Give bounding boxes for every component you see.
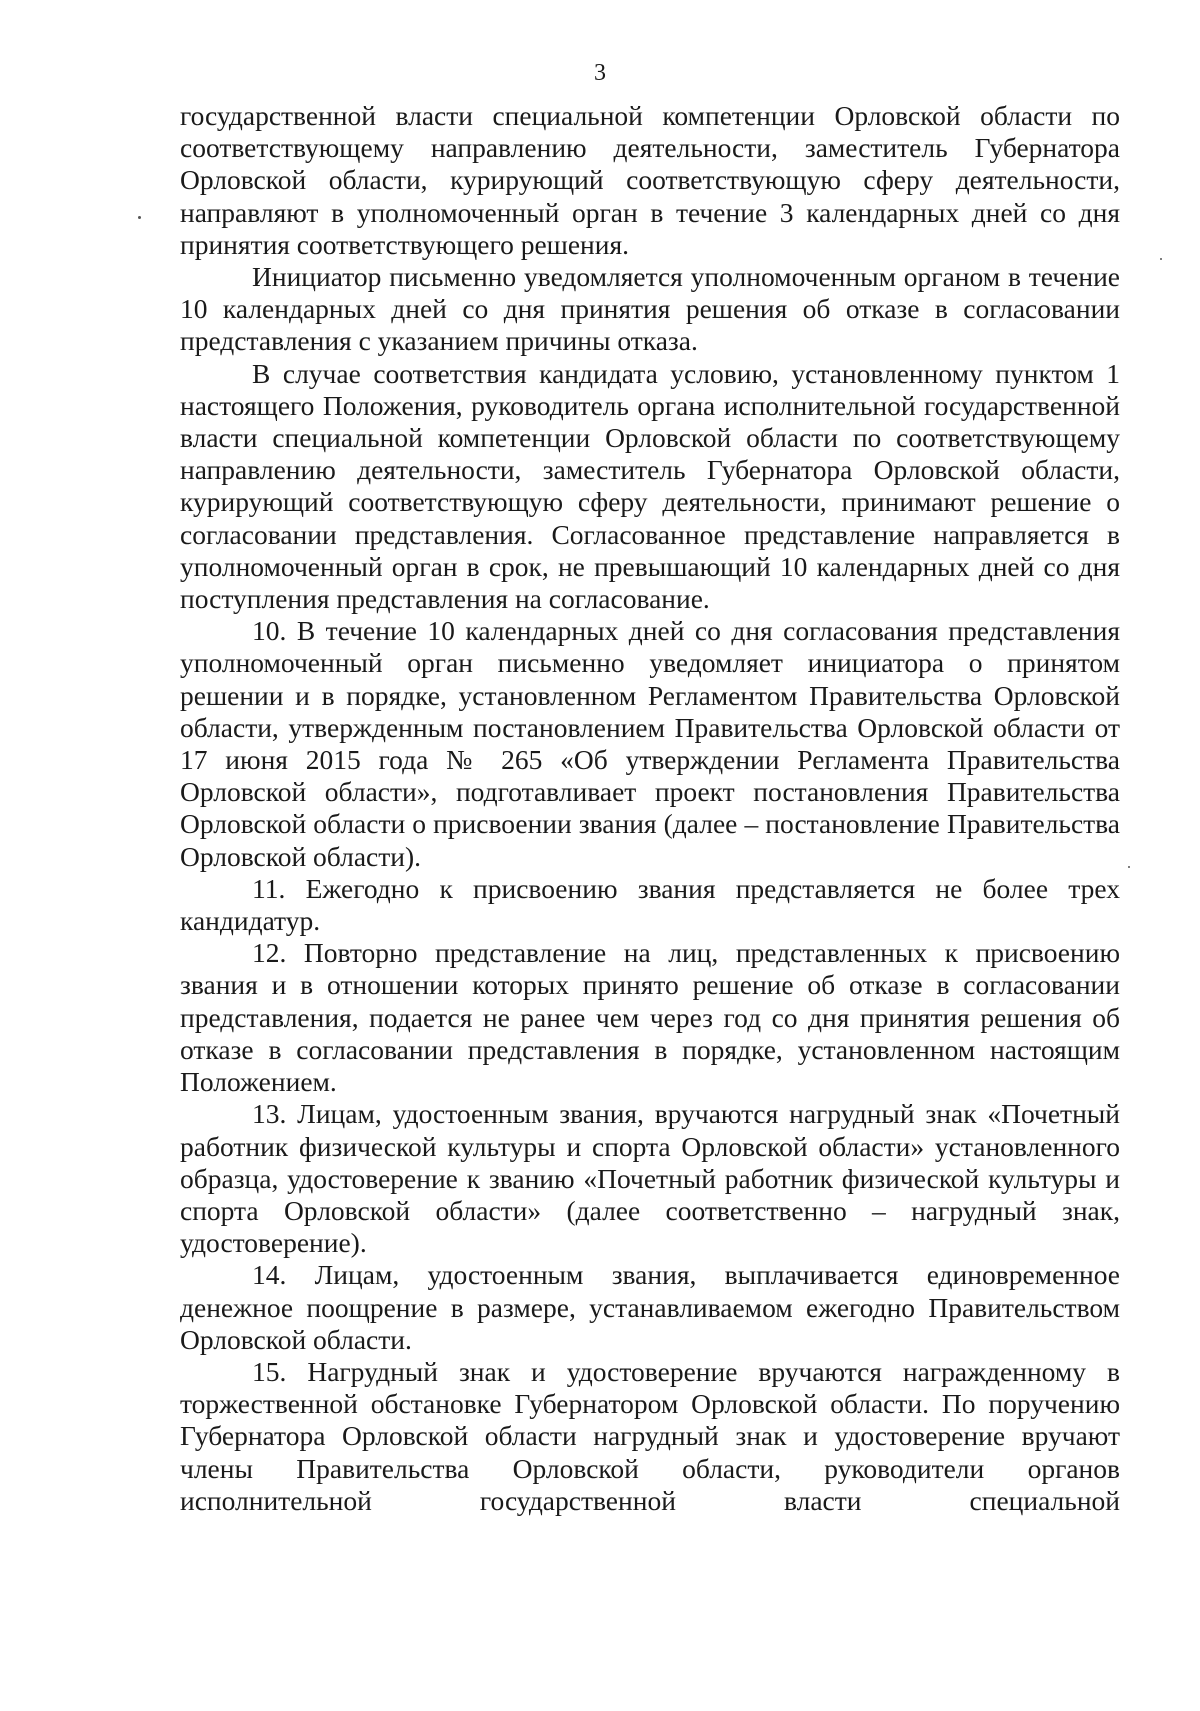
paragraph-item-12: 12. Повторно представление на лиц, представленных к присвоению звания и в отношении которых принято решение об отказе в согласовании представления, подается не ранее чем через год со дня принятия решения об отказе в согласовании представления в порядке, установленном настоящим Положением. xyxy=(180,937,1120,1098)
paragraph-item-11: 11. Ежегодно к присвоению звания представляется не более трех кандидатур. xyxy=(180,872,1120,937)
paragraph-item-13: 13. Лицам, удостоенным звания, вручаются нагрудный знак «Почетный работник физической культуры и спорта Орловской области» установленного образца, удостоверение к званию «Почетный работник физической культуры и спорта Орловской области» (далее соответственно – нагрудный знак, удостоверение). xyxy=(180,1098,1120,1259)
paragraph-item-14: 14. Лицам, удостоенным звания, выплачивается единовременное денежное поощрение в размере, устанавливаемом ежегодно Правительством Орловской области. xyxy=(180,1259,1120,1355)
paragraph-item-10: 10. В течение 10 календарных дней со дня согласования представления уполномоченный орган письменно уведомляет инициатора о принятом решении и в порядке, установленном Регламентом Правительства Орловской области, утвержденным постановлением Правительства Орловской области от 17 июня 2015 года № 265 «Об утверждении Регламента Правительства Орловской области», подготавливает проект постановления Правительства Орловской области о присвоении звания (далее – постановление Правительства Орловской области). xyxy=(180,615,1120,872)
page-number: 3 xyxy=(594,60,606,86)
scan-speck xyxy=(1160,258,1162,260)
paragraph-initiator-notice: Инициатор письменно уведомляется уполномоченным органом в течение 10 календарных дней со дня принятия решения об отказе в согласовании представления с указанием причины отказа. xyxy=(180,261,1120,357)
paragraph-item-15: 15. Нагрудный знак и удостоверение вручаются награжденному в торжественной обстановке Губернатором Орловской области. По поручению Губернатора Орловской области нагрудный знак и удостоверение вручают члены Правительства Орловской области, руководители органов исполнительной государственной власти специальной xyxy=(180,1355,1120,1516)
scan-speck xyxy=(138,216,141,219)
document-body xyxy=(180,100,1120,1517)
scan-speck xyxy=(1128,866,1130,868)
paragraph-continuation: государственной власти специальной компетенции Орловской области по соответствующему направлению деятельности, заместитель Губернатора Орловской области, курирующий соответствующую сферу деятельности, направляют в уполномоченный орган в течение 3 календарных дней со дня принятия соответствующего решения. xyxy=(180,100,1120,260)
paragraph-candidate-approval: В случае соответствия кандидата условию, установленному пунктом 1 настоящего Положения, руководитель органа исполнительной государственной власти специальной компетенции Орловской области по соответствующему направлению деятельности, заместитель Губернатора Орловской области, курирующий соответствующую сферу деятельности, принимают решение о согласовании представления. Согласованное представление направляется в уполномоченный орган в срок, не превышающий 10 календарных дней со дня поступления представления на согласование. xyxy=(180,357,1120,615)
